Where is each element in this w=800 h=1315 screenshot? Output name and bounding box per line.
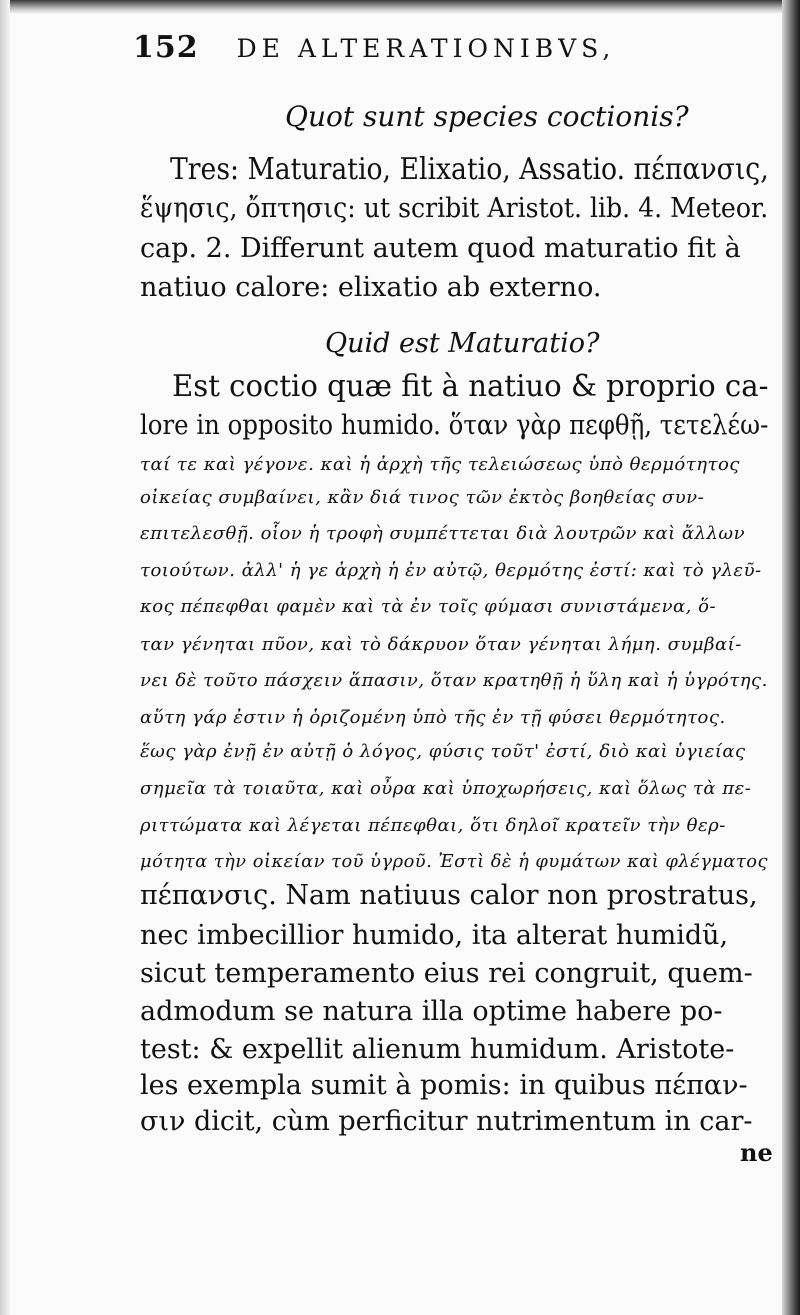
greek-line: μότητα τὴν οἰκείαν τοῦ ὑγροῦ. Ἐστὶ δὲ ἡ φυμάτων καὶ φλέγματος [140, 851, 768, 872]
text-line: sicut temperamento eius rei congruit, quem- [140, 958, 753, 989]
running-title: DE ALTERATIONIBVS, [236, 34, 616, 63]
greek-line: νει δὲ τοῦτο πάσχειν ἅπασιν, ὅταν κρατηθῇ ἡ ὕλη καὶ ἡ ὑγρότης. [140, 670, 768, 691]
text-line: nec imbecillior humido, ita alterat humidũ, [140, 920, 729, 951]
text-line: ἕψησις, ὄπτησις: ut scribit Aristot. lib. 4. Meteor. [140, 193, 769, 224]
page-top-shadow [0, 0, 800, 14]
text-line: cap. 2. Differunt autem quod maturatio fit à [140, 233, 741, 264]
greek-line: οἰκείας συμβαίνει, κἂν διά τινος τῶν ἐκτὸς βοηθείας συν- [140, 487, 705, 508]
text-line: lore in opposito humido. ὅταν γὰρ πεφθῇ, τετελέω- [140, 410, 769, 441]
catchword: ne [740, 1138, 773, 1167]
greek-line: ταί τε καὶ γέγονε. καὶ ἡ ἀρχὴ τῆς τελειώσεως ὑπὸ θερμότητος [140, 454, 740, 475]
greek-line: ριττώματα καὶ λέγεται πέπεφθαι, ὅτι δηλοῖ κρατεῖν τὴν θερ- [140, 815, 726, 836]
question-heading-1: Quot sunt species coctionis? [285, 100, 689, 133]
greek-line: τοιούτων. ἀλλ' ἡ γε ἀρχὴ ἡ ἐν αὐτῷ, θερμότης ἐστί: καὶ τὸ γλεῦ- [140, 560, 762, 581]
question-heading-2: Quid est Maturatio? [325, 328, 600, 359]
text-line: σιν dicit, cùm perficitur nutrimentum in car- [140, 1106, 753, 1137]
text-line: πέπανσις. Nam natiuus calor non prostratus, [140, 880, 758, 911]
text-line: les exempla sumit à pomis: in quibus πέπαν- [140, 1070, 748, 1101]
greek-line: αὕτη γάρ ἐστιν ἡ ὁριζομένη ὑπὸ τῆς ἐν τῇ φύσει θερμότητος. [140, 707, 726, 728]
greek-line: ἕως γὰρ ἐνῇ ἐν αὐτῇ ὁ λόγος, φύσις τοῦτ' ἐστί, διὸ καὶ ὑγιείας [140, 741, 746, 762]
page-left-edge [0, 0, 10, 1315]
text-line: Est coctio quæ fit à natiuo & proprio ca- [172, 369, 769, 404]
greek-line: σημεῖα τὰ τοιαῦτα, καὶ οὖρα καὶ ὑποχωρήσεις, καὶ ὅλως τὰ πε- [140, 778, 752, 799]
greek-line: ταν γένηται πῦον, καὶ τὸ δάκρυον ὅταν γένηται λήμη. συμβαί- [140, 634, 742, 655]
text-line: Tres: Maturatio, Elixatio, Assatio. πέπανσις, [170, 152, 769, 187]
text-line: natiuo calore: elixatio ab externo. [140, 272, 602, 303]
page-number: 152 [133, 30, 199, 65]
running-header [133, 30, 673, 65]
page-binding-shadow [782, 0, 800, 1315]
text-line: admodum se natura illa optime habere po- [140, 996, 723, 1027]
text-line: test: & expellit alienum humidum. Aristote- [140, 1034, 735, 1065]
greek-line: επιτελεσθῇ. οἷον ἡ τροφὴ συμπέττεται διὰ λουτρῶν καὶ ἄλλων [140, 523, 746, 544]
greek-line: κος πέπεφθαι φαμὲν καὶ τὰ ἐν τοῖς φύμασι συνιστάμενα, ὅ- [140, 596, 717, 617]
